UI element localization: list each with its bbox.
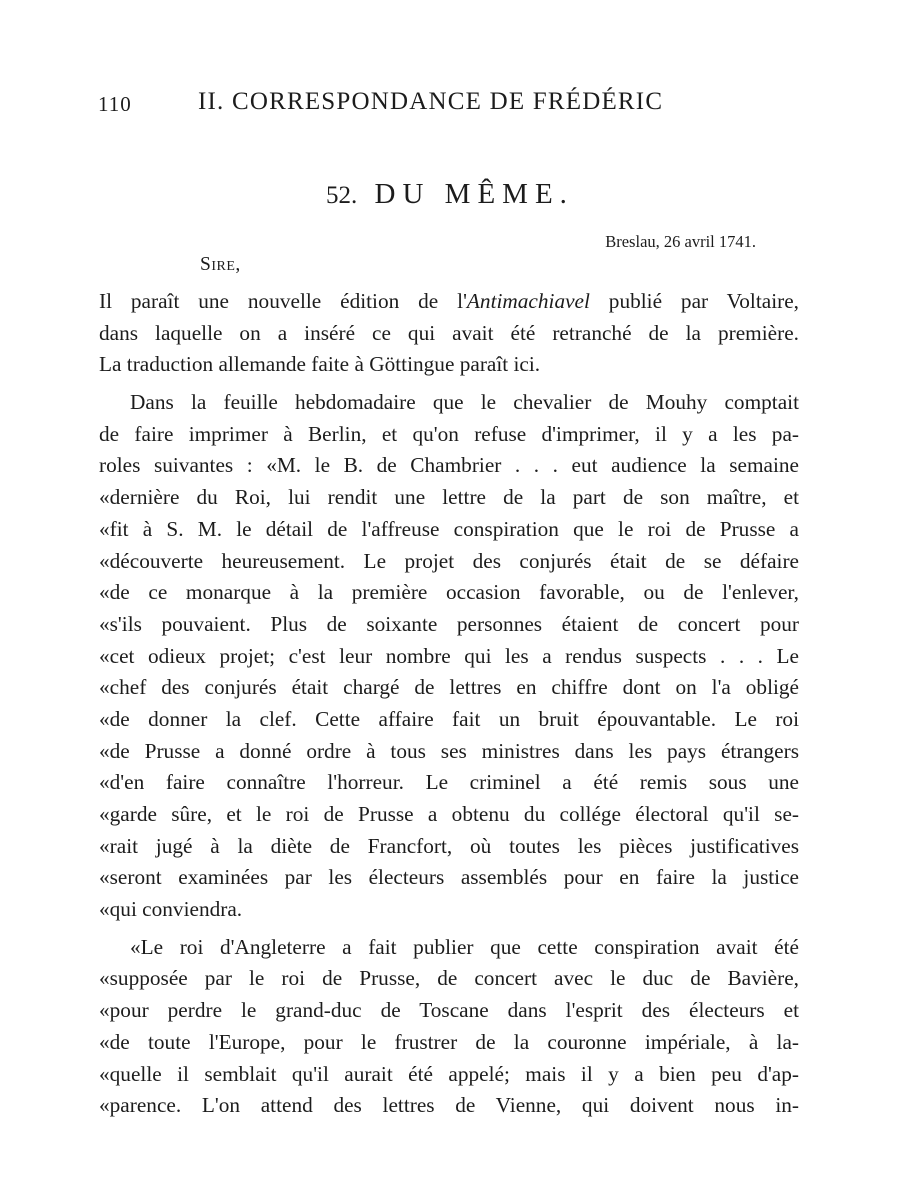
salutation: Sire,	[200, 254, 241, 275]
text-line: «quelle il semblait qu'il aurait été appelé; mais il y a bien peu d'ap-	[99, 1061, 799, 1086]
letter-body	[99, 286, 799, 1122]
line-start: Il paraît une nouvelle édition de l'	[99, 289, 467, 313]
text-line: «supposée par le roi de Prusse, de concert avec le duc de Bavière,	[99, 966, 799, 991]
line-end: publié par Voltaire,	[589, 289, 799, 313]
text-line: «seront examinées par les électeurs assemblés pour en faire la justice	[99, 865, 799, 890]
text-line	[99, 286, 799, 318]
letter-number: 52.	[326, 182, 358, 209]
running-title: II. CORRESPONDANCE DE FRÉDÉRIC	[198, 88, 664, 115]
paragraph	[99, 387, 799, 926]
running-head	[98, 88, 798, 120]
text-line: roles suivantes : «M. le B. de Chambrier . . . eut audience la semaine	[99, 453, 799, 478]
text-line: «parence. L'on attend des lettres de Vienne, qui doivent nous in-	[99, 1093, 799, 1118]
paragraph	[99, 286, 799, 381]
text-line: Dans la feuille hebdomadaire que le chevalier de Mouhy comptait	[130, 390, 799, 415]
text-line: «fit à S. M. le détail de l'affreuse conspiration que le roi de Prusse a	[99, 516, 799, 541]
text-line: «de ce monarque à la première occasion favorable, ou de l'enlever,	[99, 580, 799, 605]
text-line: «d'en faire connaître l'horreur. Le criminel a été remis sous une	[99, 770, 799, 795]
text-line: «de toute l'Europe, pour le frustrer de la couronne impériale, à la-	[99, 1029, 799, 1054]
text-line: «de Prusse a donné ordre à tous ses ministres dans les pays étrangers	[99, 738, 799, 763]
text-line: «s'ils pouvaient. Plus de soixante personnes étaient de concert pour	[99, 611, 799, 636]
text-line: dans laquelle on a inséré ce qui avait été retranché de la première.	[99, 320, 799, 345]
text-line: «cet odieux projet; c'est leur nombre qui les a rendus suspects . . . Le	[99, 643, 799, 668]
text-line: «découverte heureusement. Le projet des conjurés était de se défaire	[99, 548, 799, 573]
page-number: 110	[98, 92, 132, 116]
paragraph	[99, 932, 799, 1122]
text-line: «rait jugé à la diète de Francfort, où toutes les pièces justificatives	[99, 833, 799, 858]
text-line: de faire imprimer à Berlin, et qu'on refuse d'imprimer, il y a les pa-	[99, 421, 799, 446]
text-line: «Le roi d'Angleterre a fait publier que cette conspiration avait été	[130, 934, 799, 959]
letter-heading	[0, 178, 900, 211]
letter-title: DU MÊME.	[374, 178, 574, 210]
dateline: Breslau, 26 avril 1741.	[605, 232, 756, 251]
text-line: «qui conviendra.	[99, 897, 243, 922]
text-line: La traduction allemande faite à Göttingue paraît ici.	[99, 352, 541, 377]
text-line: «garde sûre, et le roi de Prusse a obtenu du collége électoral qu'il se-	[99, 802, 799, 826]
text-line: «pour perdre le grand-duc de Toscane dans l'esprit des électeurs et	[99, 998, 799, 1023]
text-line: «chef des conjurés était chargé de lettres en chiffre dont on l'a obligé	[99, 675, 799, 700]
italic-title: Antimachiavel	[466, 289, 590, 313]
text-line: «dernière du Roi, lui rendit une lettre de la part de son maître, et	[99, 485, 799, 510]
text-line: «de donner la clef. Cette affaire fait un bruit épouvantable. Le roi	[99, 706, 799, 731]
